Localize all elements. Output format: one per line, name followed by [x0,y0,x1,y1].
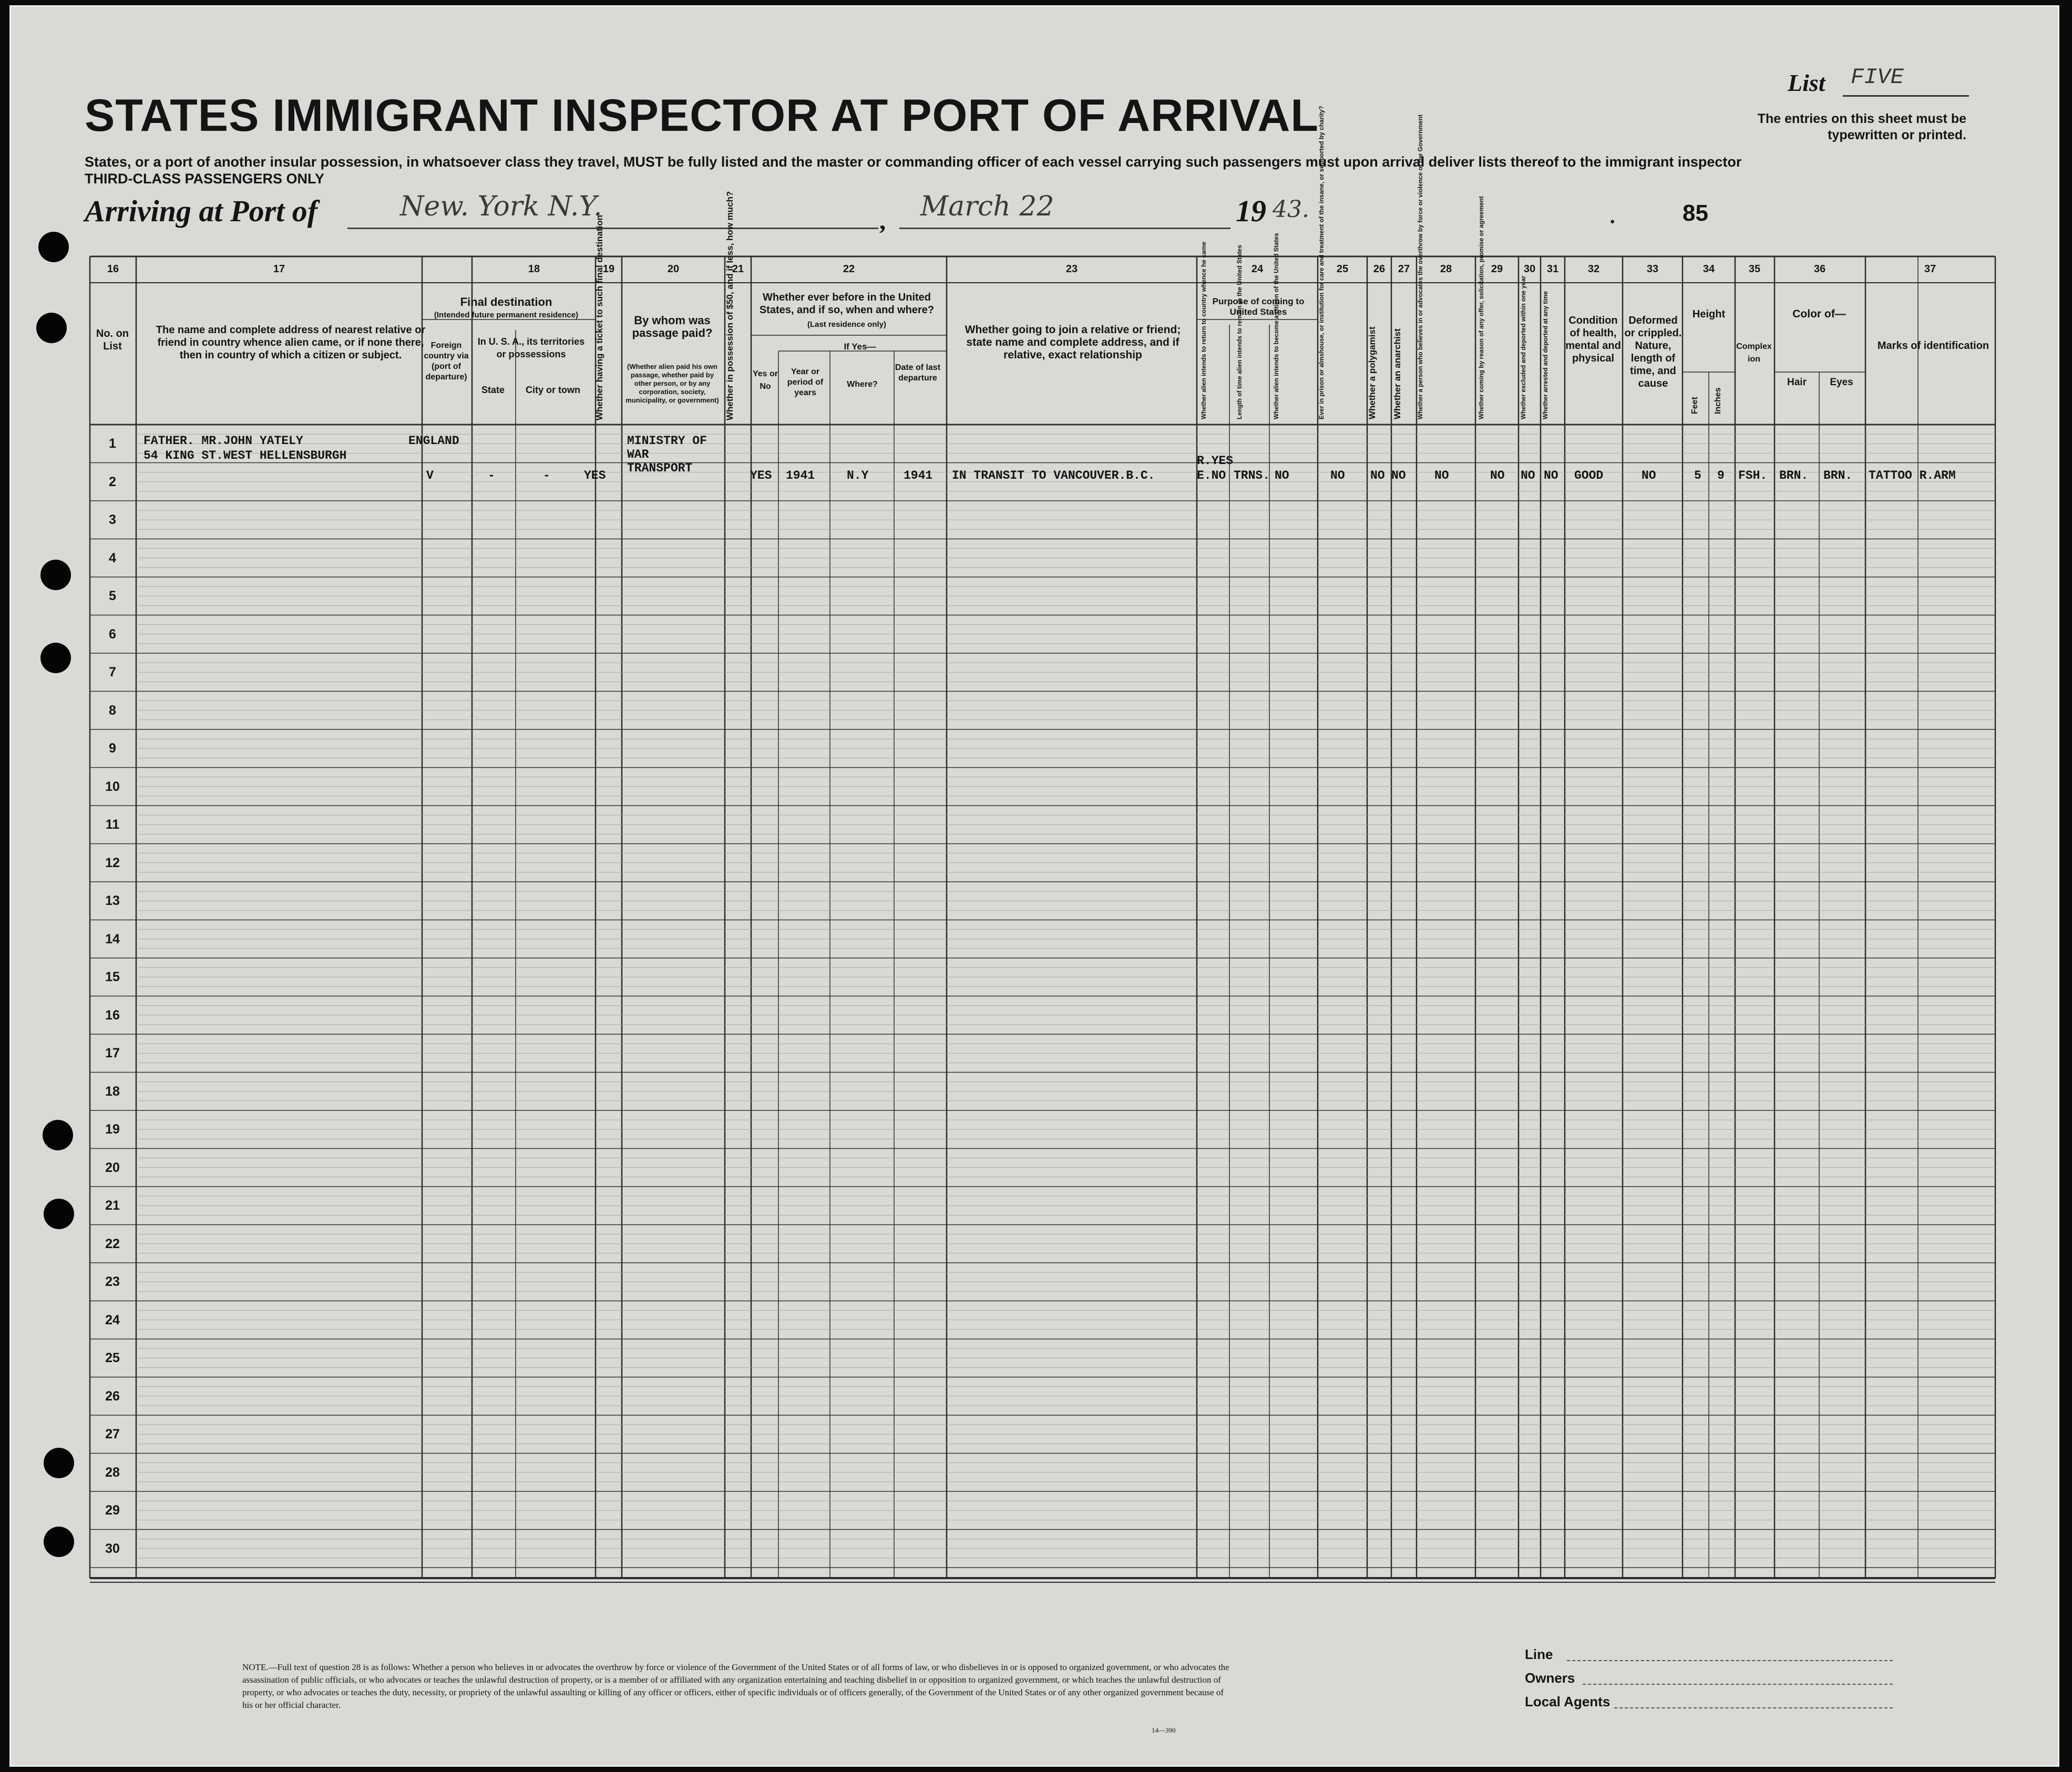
year-prefix: 19 [1236,194,1266,228]
header-ever-before-sub: (Last residence only) [807,320,887,329]
header-ever-before: Whether ever before in the United States, and if so, when and where? [759,292,935,316]
cell-city: - [543,469,550,482]
header-final-destination: Final destination [460,295,552,308]
column-number: 22 [843,263,855,275]
header-height: Height [1692,308,1726,320]
header-purpose: Purpose of coming to United States [1212,296,1305,317]
row-number: 25 [105,1351,120,1365]
cell-q31: NO [1544,469,1558,482]
column-number: 25 [1336,263,1349,275]
row-number: 10 [105,779,120,794]
header-hair: Hair [1787,377,1807,388]
cell-paid-line1: MINISTRY OF [627,434,707,448]
header-final-destination-sub: (Intended future permanent residence) [434,311,579,320]
row-number: 20 [105,1160,120,1175]
binder-hole [44,1448,74,1478]
cell-return: R.YES [1197,454,1234,468]
row-number: 9 [109,741,116,756]
row-number: 3 [109,512,116,527]
cell-length: TRNS. [1234,469,1270,482]
header-q29: Whether coming by reason of any offer, solicitation, promise or agreement [1478,196,1485,419]
header-deformed: Deformed or crippled. Nature, length of time, and cause [1624,315,1682,389]
column-number: 32 [1587,263,1600,275]
cell-paid-line2: WAR [627,448,649,461]
column-number: 35 [1748,263,1761,275]
row-number: 13 [105,893,120,908]
cell-anarchist: NO [1391,469,1406,482]
row-number: 22 [105,1236,120,1251]
row-number: 24 [105,1312,120,1327]
column-number: 27 [1398,263,1410,275]
column-number: 33 [1646,263,1659,275]
column-number: 18 [528,263,540,275]
cell-citizen: NO [1275,469,1289,482]
owners-label: Owners [1525,1670,1575,1686]
agents-signature-line [1614,1707,1893,1708]
column-number: 28 [1440,263,1452,275]
header-anarchist: Whether an anarchist [1392,328,1402,419]
row-number: 4 [109,550,116,565]
cell-year: 1941 [786,469,815,482]
cell-health: GOOD [1574,469,1604,482]
cell-hair: BRN. [1779,469,1809,482]
row-number: 18 [105,1084,120,1099]
column-number: 31 [1546,263,1559,275]
cell-q29: NO [1490,469,1505,482]
column-number: 17 [273,263,285,275]
row-number: 14 [105,931,120,946]
cell-foreign-country: ENGLAND [408,434,459,448]
binder-hole [38,232,69,262]
row-number: 27 [105,1427,120,1441]
comma: , [879,207,886,235]
row-number: 23 [105,1274,120,1289]
header-eyes: Eyes [1830,377,1853,388]
typewritten-note: The entries on this sheet must be typewritten or printed. [1757,111,1966,142]
form-number: 14—390 [1152,1726,1176,1734]
date-value: March 22 [920,191,1054,222]
list-underline [1843,95,1969,97]
header-q30: Whether excluded and deported within one year [1520,275,1527,419]
header-relative-address: The name and complete address of nearest relative or friend in country whence alien came, or if none there, then in country of which a citizen or subject. [156,324,426,361]
header-complexion: Complexion [1736,342,1772,364]
header-in-usa: In U. S. A., its territories or possessions [477,336,585,359]
column-number: 24 [1251,263,1264,275]
row-number: 11 [105,817,120,832]
cell-inches: 9 [1717,469,1725,482]
header-citizen: Whether alien intends to become a citizen of the United States [1273,233,1280,419]
binder-hole [44,1199,74,1229]
column-number: 36 [1813,263,1826,275]
cell-complexion: FSH. [1738,469,1768,482]
cell-join: IN TRANSIT TO VANCOUVER.B.C. [952,469,1155,482]
cell-state: - [488,469,495,482]
mark-dot: · [1609,210,1616,233]
port-underline [347,228,878,229]
cell-eyes: BRN. [1823,469,1853,482]
header-passage-paid: By whom was passage paid? [632,314,713,339]
question-28-note: NOTE.—Full text of question 28 is as follows: Whether a person who believes in or advocates the overthrow by force or violence of the Government of the United States or of all forms of law, or who disbelieves in or is opposed to organized government, or who advocates the assassination of public officials, or who advocates or teaches the unlawful destruction of property, or is a member of or affiliated with any organization entertaining and teaching disbelief in or opposition to organized government, or which teaches the unlawful destruction of property, or who advocates or teaches the duty, necessity, or propriety of the unlawful assaulting or killing of any officer or officers, either of specific individuals or of officers generally, of the Government of the United States or of any other organized government because of his or her official character. [242,1662,1229,1710]
header-yes-no: Yes or No [752,369,778,391]
header-polygamist: Whether a polygamist [1367,326,1377,419]
cell-paid-line3: TRANSPORT [627,461,693,475]
header-return: Whether alien intends to return to country whence he came [1200,241,1207,419]
row-number: 28 [105,1465,120,1480]
column-number: 23 [1065,263,1078,275]
cell-q28: NO [1434,469,1449,482]
header-prison: Ever in prison or almshouse, or institution for care and treatment of the insane, or supported by charity? [1318,106,1325,419]
date-underline [899,228,1230,229]
column-number: 26 [1373,263,1386,275]
binder-hole [40,643,71,673]
column-number: 29 [1491,263,1503,275]
cell-relative-line2: 54 KING ST.WEST HELLENSBURGH [143,449,347,462]
row-number: 1 [109,436,116,451]
row-number: 30 [105,1541,120,1556]
owners-signature-line [1583,1684,1893,1685]
header-if-yes: If Yes— [844,342,876,352]
row-number: 16 [105,1007,120,1023]
cell-ticket: YES [584,469,606,482]
row-number: 6 [109,626,116,642]
cell-marks: TATTOO R.ARM [1869,469,1956,482]
column-number: 19 [602,263,615,275]
port-value: New. York N.Y. [400,191,602,222]
header-inches: Inches [1714,387,1722,414]
header-q28: Whether a person who believes in or advocates the overthrow by force or violence of the Government [1417,114,1424,419]
header-ticket: Whether having a ticket to such final destination [594,214,604,420]
header-feet: Feet [1690,397,1699,414]
column-number: 21 [732,263,744,275]
header-city: City or town [526,385,580,395]
local-agents-label: Local Agents [1525,1694,1611,1709]
header-q31: Whether arrested and deported at any time [1542,291,1549,419]
column-number: 20 [667,263,680,275]
binder-hole [36,313,67,343]
header-foreign-country: Foreign country via (port of departure) [424,341,469,382]
header-state: State [481,385,505,395]
column-number: 37 [1924,263,1936,275]
header-fifty-dollars: Whether in possession of $50, and if less, how much? [725,191,735,420]
binder-hole [44,1527,74,1557]
cell-been-before: YES [750,469,772,482]
cell-foreign-via: V [426,469,434,482]
header-passage-paid-sub: (Whether alien paid his own passage, whether paid by other person, or by any corporation, society, municipality, or government) [625,363,719,404]
row-number: 17 [105,1046,120,1060]
arriving-label: Arriving at Port of [85,194,318,228]
row-number: 15 [105,970,120,984]
row-number: 29 [105,1503,120,1518]
cell-where: N.Y [847,469,869,482]
line-signature-line [1567,1660,1893,1661]
cell-prison: NO [1330,469,1345,482]
row-number: 21 [105,1198,120,1213]
header-where: Where? [847,380,878,389]
cell-feet: 5 [1694,469,1701,482]
instruction-text: States, or a port of another insular possession, in whatsoever class they travel, MUST be fully listed and the master or commanding officer of each vessel carrying such passengers must upon arrival deliver lists thereof to the immigrant inspector [85,154,1742,170]
page-number: 85 [1683,200,1708,226]
header-length: Length of time alien intends to remain in the United States [1236,244,1243,419]
header-year: Year or period of years [787,367,824,397]
cell-deformed: NO [1642,469,1656,482]
year-suffix: 43. [1273,196,1309,223]
manifest-sheet [9,5,2059,1767]
header-color-of: Color of— [1792,308,1846,320]
header-marks: Marks of identification [1877,340,1989,352]
list-value: FIVE [1851,65,1904,90]
header-health: Condition of health, mental and physical [1565,315,1621,364]
cell-last-departure: 1941 [904,469,933,482]
row-number: 5 [109,589,116,603]
line-label: Line [1525,1646,1553,1662]
third-class-label: THIRD-CLASS PASSENGERS ONLY [85,171,325,187]
page-title: STATES IMMIGRANT INSPECTOR AT PORT OF ARRIVAL [85,90,1319,141]
cell-q30: NO [1521,469,1535,482]
row-number: 19 [105,1122,120,1137]
row-number: 7 [109,665,116,679]
header-no-on-list: No. on List [96,328,129,352]
cell-polygamist: NO [1370,469,1385,482]
row-number: 26 [105,1388,120,1404]
header-last-departure: Date of last departure [895,363,941,383]
list-label: List [1788,69,1825,96]
binder-hole [43,1120,73,1150]
row-number: 8 [109,703,116,718]
cell-return-sub: E.NO [1197,469,1226,482]
header-join-relative: Whether going to join a relative or friend; state name and complete address, and if relative, exact relationship [965,324,1181,361]
cell-relative-line1: FATHER. MR.JOHN YATELY [143,434,303,448]
row-number: 2 [109,474,116,489]
column-number: 16 [107,263,119,275]
column-number: 30 [1523,263,1536,275]
binder-hole [40,560,71,590]
row-number: 12 [105,855,120,870]
column-number: 34 [1702,263,1715,275]
